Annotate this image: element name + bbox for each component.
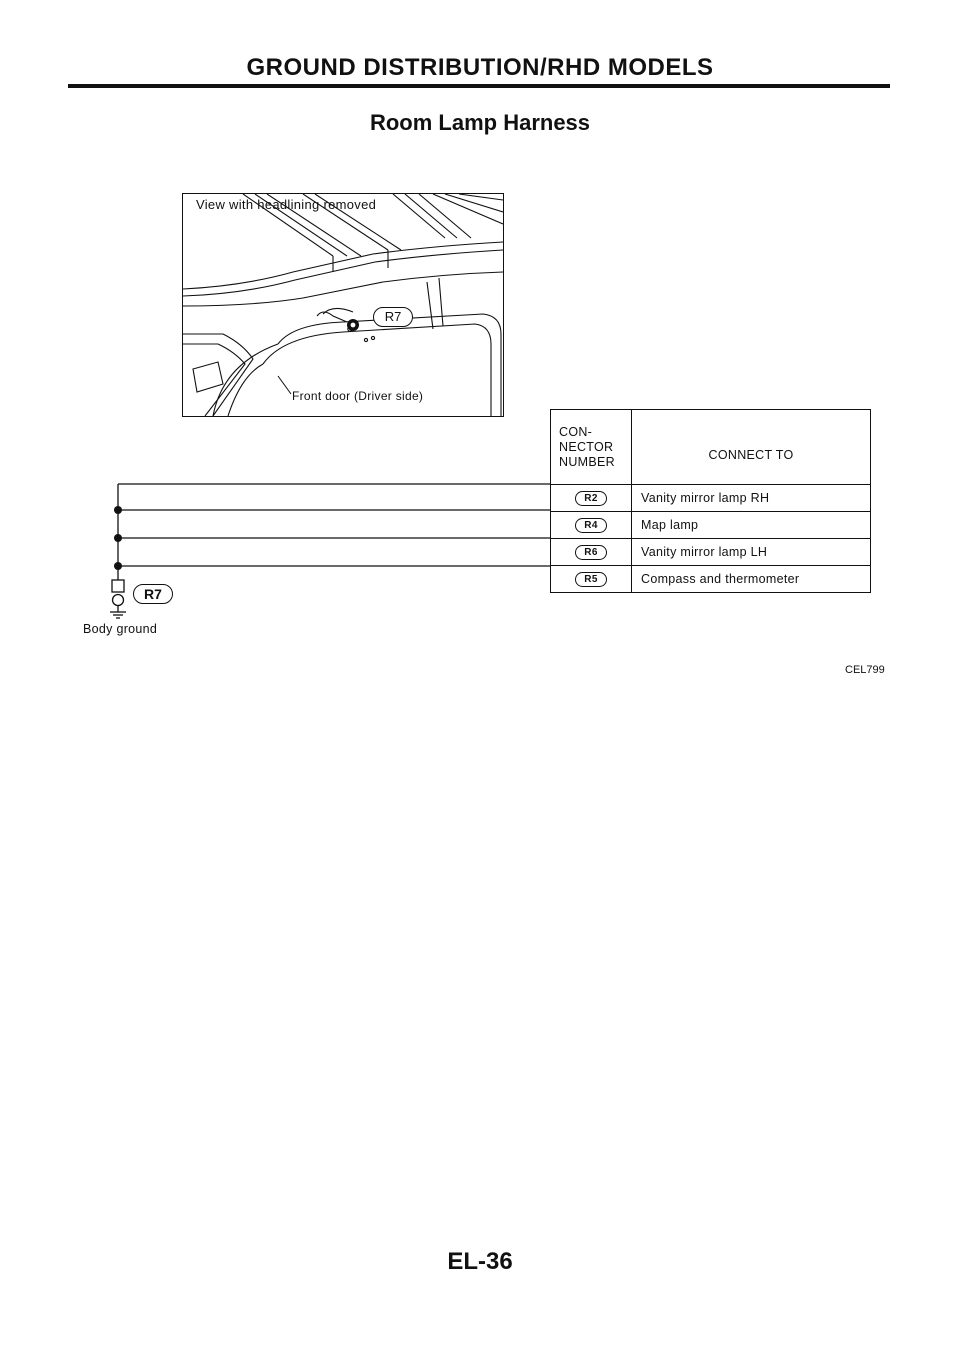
illustration-connector-tag: R7: [373, 307, 413, 327]
table-header-row: [551, 410, 871, 485]
splice-dot: [114, 562, 122, 570]
page-number: EL-36: [447, 1248, 513, 1275]
illustration-door-note: Front door (Driver side): [292, 389, 424, 403]
table-row: [551, 512, 871, 539]
connector-chip: R6: [575, 545, 607, 560]
header-connect-to: CONNECT TO: [632, 410, 871, 485]
connector-destination: Vanity mirror lamp RH: [632, 485, 871, 512]
table-row: [551, 485, 871, 512]
header-connector-number: CON- NECTOR NUMBER: [551, 410, 632, 485]
connector-destination: Compass and thermometer: [632, 566, 871, 593]
ground-bolt-icon: [113, 595, 124, 606]
splice-dot: [114, 506, 122, 514]
ground-label: Body ground: [83, 622, 158, 636]
connector-table: [550, 409, 871, 593]
connector-chip: R2: [575, 491, 607, 506]
illustration-caption: View with headlining removed: [196, 197, 377, 212]
page-header-title: GROUND DISTRIBUTION/RHD MODELS: [246, 54, 714, 81]
connector-destination: Vanity mirror lamp LH: [632, 539, 871, 566]
ground-terminal-box: [112, 580, 124, 592]
connector-destination: Map lamp: [632, 512, 871, 539]
section-title: Room Lamp Harness: [369, 110, 591, 135]
table-row: [551, 539, 871, 566]
table-row: [551, 566, 871, 593]
connector-chip: R4: [575, 518, 607, 533]
connector-chip: R5: [575, 572, 607, 587]
splice-dot: [114, 534, 122, 542]
figure-code: CEL799: [845, 664, 885, 676]
ground-connector-tag: R7: [133, 584, 173, 604]
